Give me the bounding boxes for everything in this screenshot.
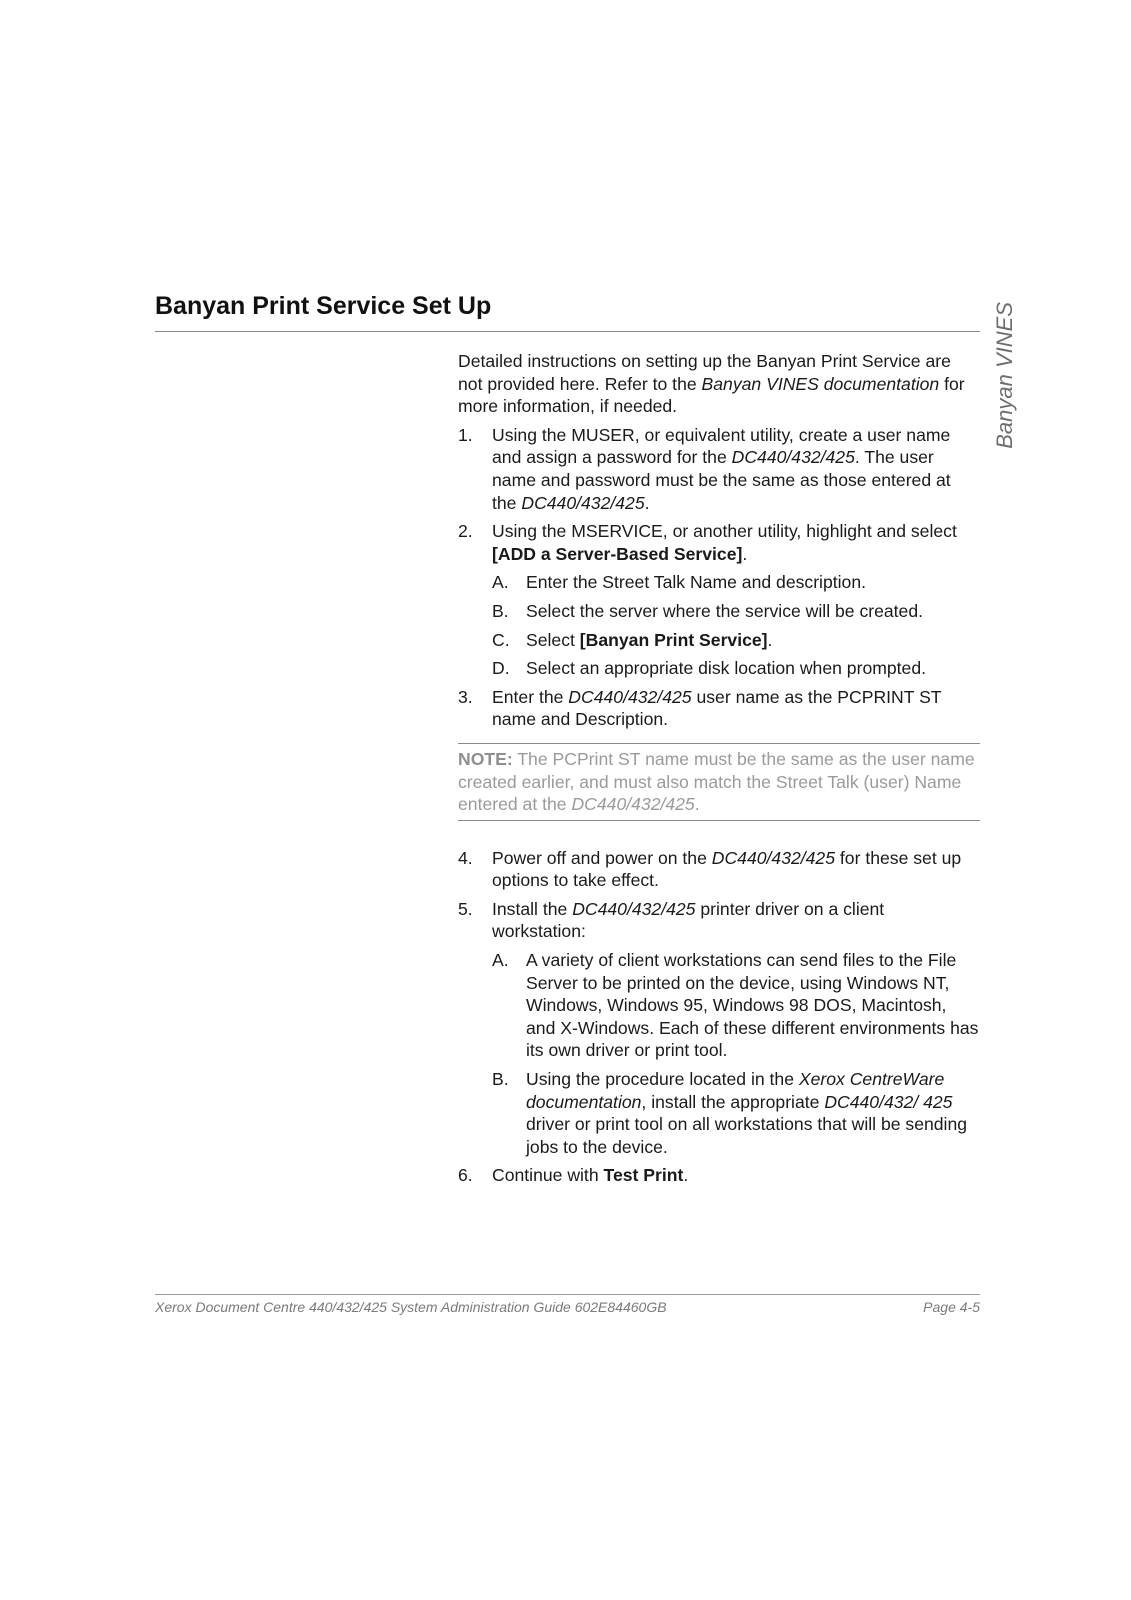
footer-page-number: Page 4-5 [923,1299,980,1315]
step-5 [458,898,980,943]
intro-text-1: Detailed instructions on setting up the Banyan Print Service are not provided here. Refer to the [458,351,951,394]
step-text: Continue with [492,1165,604,1186]
substep-text: Enter the Street Talk Name and description. [526,572,867,593]
substep-letter: B. [492,600,509,621]
menu-option: [ADD a Server-Based Service] [492,543,743,564]
step-2-d [492,657,980,680]
step-2 [458,520,980,565]
device-model: DC440/432/425 [521,492,645,513]
substep-letter: A. [492,572,509,593]
note-text: The PCPrint ST name must be the same as the user name created earlier, and must also match the Street Talk (user) Name entered at the [458,748,975,815]
step-2-c [492,629,980,652]
substep-text: Select an appropriate disk location when prompted. [526,658,927,679]
device-model: DC440/432/425 [711,847,836,868]
device-model: DC440/432/425 [731,447,855,468]
step-5-a [492,949,980,1062]
step-text: user name as the PCPRINT ST name and Description. [492,686,942,730]
substep-letter: B. [492,1069,509,1090]
step-text: Power off and power on the [492,847,712,868]
step-text: . The user name and password must be the same as those entered at the [492,447,951,513]
side-tab-label: Banyan VINES [992,302,1017,449]
intro-paragraph [458,350,980,418]
step-number: 4. [458,847,473,868]
section-title: Banyan Print Service Set Up [155,292,492,320]
menu-option: [Banyan Print Service] [579,629,768,650]
step-text: for these set up options to take effect. [492,847,962,891]
step-2-a [492,571,980,594]
substep-text: Select [526,629,580,650]
side-tab [985,302,1021,462]
step-text: Using the MUSER, or equivalent utility, create a user name and assign a password for the [492,424,951,468]
device-model: DC440/432/425 [571,794,695,815]
step-2-b [492,600,980,623]
substep-text: A variety of client workstations can send files to the File Server to be printed on the device, using Windows NT, Windows, Windows 95, Windows 98 DOS, Macintosh, and X-Windows. Each of these different environments has its own driver or print tool. [526,950,979,1061]
device-model: DC440/432/425 [568,686,692,707]
substep-letter: C. [492,629,510,650]
note-label: NOTE: [458,748,513,769]
step-number: 1. [458,424,473,445]
section-reference: Test Print [603,1165,684,1186]
title-divider [155,331,980,332]
step-text: Install the [492,898,573,919]
step-number: 5. [458,898,473,919]
step-5-b [492,1068,980,1158]
step-text: printer driver on a client workstation: [492,898,885,942]
step-number: 6. [458,1165,473,1186]
step-text: Enter the [492,686,569,707]
intro-text-2: for more information, if needed. [458,373,965,417]
step-1 [458,424,980,514]
footer-divider [155,1294,980,1295]
note-box [458,743,980,821]
substep-text: , install the appropriate [641,1091,825,1112]
device-model: DC440/432/425 [572,898,696,919]
intro-doc-reference: Banyan VINES documentation [701,373,940,394]
doc-reference: Xerox CentreWare documentation [526,1069,945,1112]
device-model: DC440/432/ 425 [824,1091,953,1112]
step-3 [458,686,980,731]
step-number: 3. [458,686,473,707]
step-text: Using the MSERVICE, or another utility, highlight and select [492,521,957,542]
step-text: . [683,1165,689,1186]
note-text: . [694,794,700,815]
step-text: . [644,492,650,513]
substep-text: driver or print tool on all workstations that will be sending jobs to the device. [526,1114,968,1157]
step-4 [458,847,980,892]
substep-text: Using the procedure located in the [526,1069,799,1090]
step-number: 2. [458,521,473,542]
substep-letter: A. [492,950,509,971]
substep-text: . [767,629,773,650]
body-column [458,350,980,1193]
step-text: . [742,543,748,564]
footer-guide-title: Xerox Document Centre 440/432/425 System Administration Guide 602E84460GB [155,1299,667,1315]
step-6 [458,1164,980,1187]
substep-letter: D. [492,658,510,679]
substep-text: Select the server where the service will be created. [526,600,924,621]
